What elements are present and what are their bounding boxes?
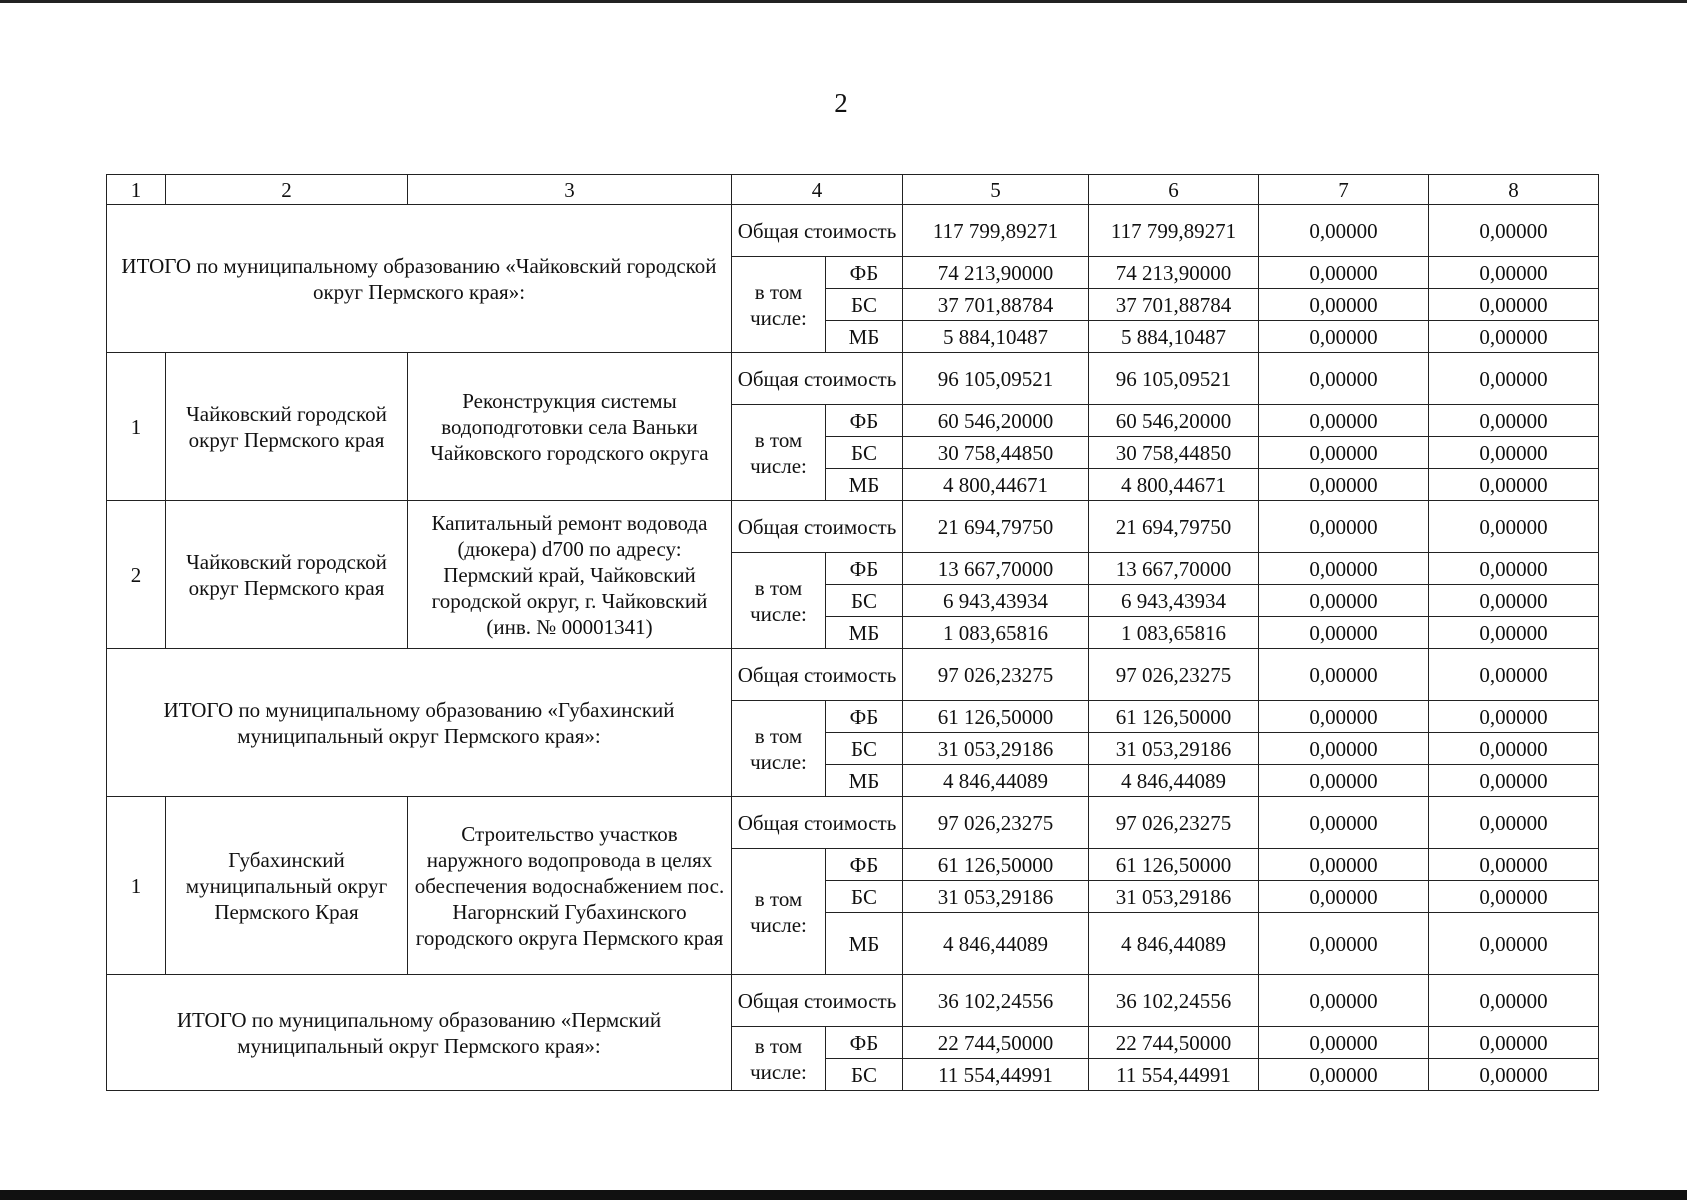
object-name: Капитальный ремонт водовода (дюкера) d700 по адресу: Пермский край, Чайковский городской округ, г. Чайковский (инв. № 00001341) <box>408 501 732 649</box>
amount-cell: 0,00000 <box>1429 975 1599 1027</box>
fund-source: МБ <box>826 617 903 649</box>
amount-cell: 31 053,29186 <box>1089 881 1259 913</box>
amount-cell: 30 758,44850 <box>903 437 1089 469</box>
item-row <box>107 797 1599 849</box>
fund-source: ФБ <box>826 701 903 733</box>
amount-cell: 4 846,44089 <box>1089 913 1259 975</box>
fund-source: МБ <box>826 321 903 353</box>
amount-cell: 97 026,23275 <box>1089 797 1259 849</box>
header-row <box>107 175 1599 205</box>
amount-cell: 0,00000 <box>1429 437 1599 469</box>
object-name: Строительство участков наружного водопровода в целях обеспечения водоснабжением пос. Нагорнский Губахинского городского округа Пермского края <box>408 797 732 975</box>
amount-cell: 97 026,23275 <box>1089 649 1259 701</box>
amount-cell: 0,00000 <box>1429 765 1599 797</box>
amount-cell: 117 799,89271 <box>903 205 1089 257</box>
including-label: в том числе: <box>732 405 826 501</box>
amount-cell: 11 554,44991 <box>903 1059 1089 1091</box>
amount-cell: 4 800,44671 <box>1089 469 1259 501</box>
amount-cell: 0,00000 <box>1429 617 1599 649</box>
item-row <box>107 353 1599 405</box>
fund-source: МБ <box>826 765 903 797</box>
amount-cell: 0,00000 <box>1429 289 1599 321</box>
amount-cell: 0,00000 <box>1259 913 1429 975</box>
amount-cell: 0,00000 <box>1259 501 1429 553</box>
amount-cell: 0,00000 <box>1429 881 1599 913</box>
amount-cell: 0,00000 <box>1259 353 1429 405</box>
amount-cell: 21 694,79750 <box>903 501 1089 553</box>
amount-cell: 0,00000 <box>1259 881 1429 913</box>
total-title: ИТОГО по муниципальному образованию «Чайковский городской округ Пермского края»: <box>107 205 732 353</box>
amount-cell: 6 943,43934 <box>903 585 1089 617</box>
header-cell: 4 <box>732 175 903 205</box>
amount-cell: 0,00000 <box>1429 1059 1599 1091</box>
amount-cell: 5 884,10487 <box>1089 321 1259 353</box>
amount-cell: 0,00000 <box>1429 849 1599 881</box>
amount-cell: 0,00000 <box>1259 437 1429 469</box>
amount-cell: 4 846,44089 <box>903 765 1089 797</box>
fund-source: БС <box>826 289 903 321</box>
total-title: ИТОГО по муниципальному образованию «Губахинский муниципальный округ Пермского края»: <box>107 649 732 797</box>
amount-cell: 0,00000 <box>1429 797 1599 849</box>
total-cost-label: Общая стоимость <box>732 501 903 553</box>
amount-cell: 36 102,24556 <box>903 975 1089 1027</box>
header-cell: 6 <box>1089 175 1259 205</box>
amount-cell: 0,00000 <box>1259 257 1429 289</box>
amount-cell: 0,00000 <box>1259 321 1429 353</box>
amount-cell: 60 546,20000 <box>903 405 1089 437</box>
fund-source: ФБ <box>826 553 903 585</box>
amount-cell: 1 083,65816 <box>903 617 1089 649</box>
amount-cell: 0,00000 <box>1429 501 1599 553</box>
including-label: в том числе: <box>732 553 826 649</box>
amount-cell: 96 105,09521 <box>903 353 1089 405</box>
amount-cell: 74 213,90000 <box>903 257 1089 289</box>
amount-cell: 0,00000 <box>1259 797 1429 849</box>
including-label: в том числе: <box>732 1027 826 1091</box>
amount-cell: 0,00000 <box>1259 585 1429 617</box>
amount-cell: 0,00000 <box>1429 733 1599 765</box>
fund-source: БС <box>826 437 903 469</box>
including-label: в том числе: <box>732 257 826 353</box>
amount-cell: 13 667,70000 <box>1089 553 1259 585</box>
amount-cell: 0,00000 <box>1429 585 1599 617</box>
fund-source: БС <box>826 1059 903 1091</box>
amount-cell: 0,00000 <box>1259 765 1429 797</box>
amount-cell: 0,00000 <box>1429 469 1599 501</box>
total-row <box>107 975 1599 1027</box>
fund-source: БС <box>826 881 903 913</box>
amount-cell: 0,00000 <box>1259 975 1429 1027</box>
amount-cell: 0,00000 <box>1429 353 1599 405</box>
amount-cell: 0,00000 <box>1259 849 1429 881</box>
fund-source: БС <box>826 733 903 765</box>
amount-cell: 13 667,70000 <box>903 553 1089 585</box>
amount-cell: 0,00000 <box>1429 649 1599 701</box>
amount-cell: 30 758,44850 <box>1089 437 1259 469</box>
municipality-name: Чайковский городской округ Пермского края <box>166 353 408 501</box>
amount-cell: 0,00000 <box>1429 553 1599 585</box>
total-cost-label: Общая стоимость <box>732 797 903 849</box>
amount-cell: 0,00000 <box>1429 405 1599 437</box>
item-number: 1 <box>107 797 166 975</box>
funding-table <box>106 174 1599 1091</box>
amount-cell: 4 846,44089 <box>903 913 1089 975</box>
header-cell: 7 <box>1259 175 1429 205</box>
amount-cell: 22 744,50000 <box>903 1027 1089 1059</box>
amount-cell: 0,00000 <box>1259 405 1429 437</box>
amount-cell: 0,00000 <box>1259 469 1429 501</box>
amount-cell: 0,00000 <box>1429 913 1599 975</box>
header-cell: 3 <box>408 175 732 205</box>
fund-source: ФБ <box>826 257 903 289</box>
amount-cell: 22 744,50000 <box>1089 1027 1259 1059</box>
scan-bottom-edge <box>0 1190 1687 1200</box>
amount-cell: 0,00000 <box>1429 701 1599 733</box>
amount-cell: 0,00000 <box>1259 701 1429 733</box>
total-cost-label: Общая стоимость <box>732 649 903 701</box>
fund-source: ФБ <box>826 849 903 881</box>
item-number: 1 <box>107 353 166 501</box>
total-cost-label: Общая стоимость <box>732 353 903 405</box>
total-row <box>107 649 1599 701</box>
amount-cell: 36 102,24556 <box>1089 975 1259 1027</box>
amount-cell: 0,00000 <box>1429 1027 1599 1059</box>
fund-source: ФБ <box>826 405 903 437</box>
amount-cell: 97 026,23275 <box>903 649 1089 701</box>
total-cost-label: Общая стоимость <box>732 205 903 257</box>
amount-cell: 0,00000 <box>1429 321 1599 353</box>
amount-cell: 0,00000 <box>1259 1059 1429 1091</box>
amount-cell: 61 126,50000 <box>1089 849 1259 881</box>
header-cell: 8 <box>1429 175 1599 205</box>
amount-cell: 96 105,09521 <box>1089 353 1259 405</box>
amount-cell: 31 053,29186 <box>1089 733 1259 765</box>
fund-source: МБ <box>826 913 903 975</box>
amount-cell: 4 800,44671 <box>903 469 1089 501</box>
amount-cell: 21 694,79750 <box>1089 501 1259 553</box>
fund-source: МБ <box>826 469 903 501</box>
amount-cell: 74 213,90000 <box>1089 257 1259 289</box>
object-name: Реконструкция системы водоподготовки села Ваньки Чайковского городского округа <box>408 353 732 501</box>
total-row <box>107 205 1599 257</box>
including-label: в том числе: <box>732 849 826 975</box>
amount-cell: 61 126,50000 <box>903 701 1089 733</box>
amount-cell: 0,00000 <box>1259 617 1429 649</box>
amount-cell: 0,00000 <box>1429 205 1599 257</box>
amount-cell: 11 554,44991 <box>1089 1059 1259 1091</box>
amount-cell: 0,00000 <box>1259 733 1429 765</box>
table-body <box>107 175 1599 1091</box>
item-row <box>107 501 1599 553</box>
amount-cell: 1 083,65816 <box>1089 617 1259 649</box>
total-cost-label: Общая стоимость <box>732 975 903 1027</box>
fund-source: ФБ <box>826 1027 903 1059</box>
amount-cell: 0,00000 <box>1259 289 1429 321</box>
municipality-name: Чайковский городской округ Пермского края <box>166 501 408 649</box>
amount-cell: 31 053,29186 <box>903 733 1089 765</box>
fund-source: БС <box>826 585 903 617</box>
amount-cell: 0,00000 <box>1259 1027 1429 1059</box>
amount-cell: 0,00000 <box>1259 649 1429 701</box>
amount-cell: 4 846,44089 <box>1089 765 1259 797</box>
amount-cell: 97 026,23275 <box>903 797 1089 849</box>
including-label: в том числе: <box>732 701 826 797</box>
header-cell: 5 <box>903 175 1089 205</box>
amount-cell: 0,00000 <box>1259 553 1429 585</box>
scan-top-edge <box>0 0 1687 3</box>
amount-cell: 0,00000 <box>1259 205 1429 257</box>
total-title: ИТОГО по муниципальному образованию «Пермский муниципальный округ Пермского края»: <box>107 975 732 1091</box>
item-number: 2 <box>107 501 166 649</box>
amount-cell: 61 126,50000 <box>903 849 1089 881</box>
amount-cell: 60 546,20000 <box>1089 405 1259 437</box>
header-cell: 2 <box>166 175 408 205</box>
amount-cell: 37 701,88784 <box>903 289 1089 321</box>
municipality-name: Губахинский муниципальный округ Пермского Края <box>166 797 408 975</box>
amount-cell: 61 126,50000 <box>1089 701 1259 733</box>
amount-cell: 0,00000 <box>1429 257 1599 289</box>
amount-cell: 31 053,29186 <box>903 881 1089 913</box>
header-cell: 1 <box>107 175 166 205</box>
amount-cell: 6 943,43934 <box>1089 585 1259 617</box>
amount-cell: 5 884,10487 <box>903 321 1089 353</box>
amount-cell: 37 701,88784 <box>1089 289 1259 321</box>
page-number: 2 <box>834 88 848 118</box>
amount-cell: 117 799,89271 <box>1089 205 1259 257</box>
